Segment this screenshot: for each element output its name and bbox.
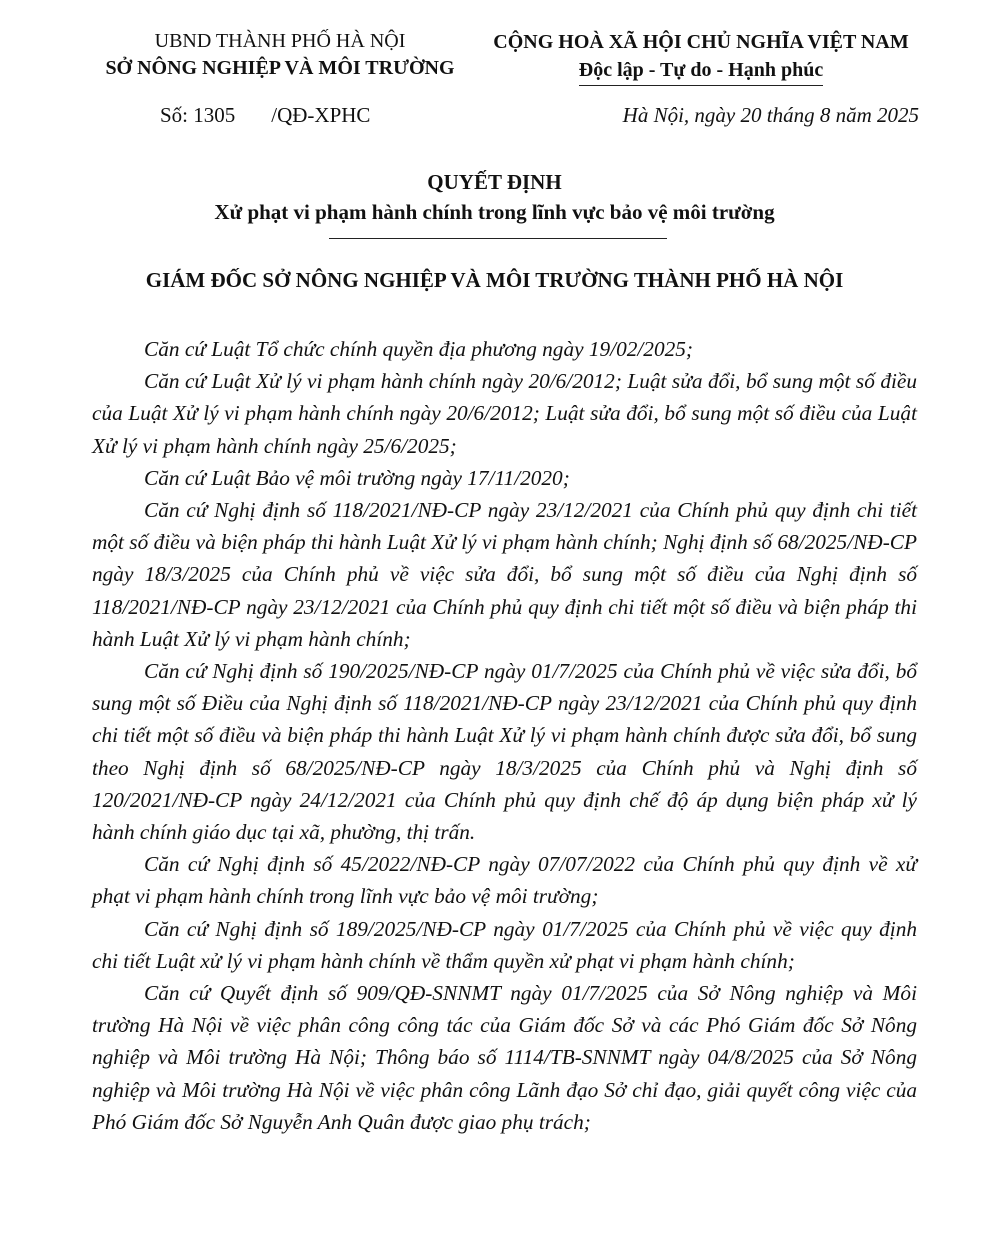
national-motto: Độc lập - Tự do - Hạnh phúc: [579, 56, 823, 86]
legal-basis-paragraph: Căn cứ Nghị định số 190/2025/NĐ-CP ngày 01/7/2025 của Chính phủ về việc sửa đổi, bổ sung một số Điều của Nghị định số 118/2021/NĐ-CP ngày 23/12/2021 của Chính phủ quy định chi tiết một số điều và biện pháp thi hành Luật Xử lý vi phạm hành chính được sửa đổi, bổ sung theo Nghị định số 68/2025/NĐ-CP ngày 18/3/2025 của Chính phủ và Nghị định số 120/2021/NĐ-CP ngày 24/12/2021 của Chính phủ quy định chế độ áp dụng biện pháp xử lý hành chính giáo dục tại xã, phường, thị trấn.: [92, 659, 917, 845]
national-title: CỘNG HOÀ XÃ HỘI CHỦ NGHĨA VIỆT NAM: [493, 31, 909, 53]
title-divider: [329, 238, 667, 239]
legal-basis-paragraph: Căn cứ Luật Bảo vệ môi trường ngày 17/11/2020;: [144, 465, 570, 490]
document-subtitle: Xử phạt vi phạm hành chính trong lĩnh vực bảo vệ môi trường: [214, 200, 775, 224]
legal-basis-paragraph: Căn cứ Luật Xử lý vi phạm hành chính ngày 20/6/2012; Luật sửa đổi, bổ sung một số điều của Luật Xử lý vi phạm hành chính ngày 20/6/2012; Luật sửa đổi, bổ sung một số điều của Luật Xử lý vi phạm hành chính ngày 25/6/2025;: [92, 369, 917, 458]
legal-basis-paragraph: Căn cứ Luật Tổ chức chính quyền địa phương ngày 19/02/2025;: [144, 337, 693, 361]
parent-agency: UBND THÀNH PHỐ HÀ NỘI: [154, 30, 406, 52]
legal-basis-paragraph: Căn cứ Nghị định số 189/2025/NĐ-CP ngày 01/7/2025 của Chính phủ về việc quy định chi tiết Luật xử lý vi phạm hành chính về thẩm quyền xử phạt vi phạm hành chính;: [92, 916, 917, 973]
issuing-authority: GIÁM ĐỐC SỞ NÔNG NGHIỆP VÀ MÔI TRƯỜNG THÀNH PHỐ HÀ NỘI: [145, 268, 844, 292]
legal-basis-section: [92, 333, 917, 1138]
legal-basis-paragraph: Căn cứ Nghị định số 45/2022/NĐ-CP ngày 07/07/2022 của Chính phủ quy định về xử phạt vi phạm hành chính trong lĩnh vực bảo vệ môi trường;: [92, 852, 917, 909]
place-and-date: Hà Nội, ngày 20 tháng 8 năm 2025: [622, 103, 919, 127]
document-number-prefix: Số: 1305: [160, 103, 236, 127]
document-title: QUYẾT ĐỊNH: [427, 170, 562, 194]
legal-basis-paragraph: Căn cứ Quyết định số 909/QĐ-SNNMT ngày 01/7/2025 của Sở Nông nghiệp và Môi trường Hà Nội về việc phân công công tác của Giám đốc Sở và các Phó Giám đốc Sở Nông nghiệp và Môi trường Hà Nội; Thông báo số 1114/TB-SNNMT ngày 04/8/2025 của Sở Nông nghiệp và Môi trường Hà Nội về việc phân công Lãnh đạo Sở chỉ đạo, giải quyết công việc của Phó Giám đốc Sở Nguyễn Anh Quân được giao phụ trách;: [92, 981, 917, 1134]
issuing-agency: SỞ NÔNG NGHIỆP VÀ MÔI TRƯỜNG: [105, 57, 455, 79]
document-number: [160, 103, 370, 128]
legal-basis-paragraph: Căn cứ Nghị định số 118/2021/NĐ-CP ngày 23/12/2021 của Chính phủ quy định chi tiết một số điều và biện pháp thi hành Luật Xử lý vi phạm hành chính; Nghị định số 68/2025/NĐ-CP ngày 18/3/2025 của Chính phủ về việc sửa đổi, bổ sung một số điều của Nghị định số 118/2021/NĐ-CP ngày 23/12/2021 của Chính phủ quy định chi tiết một số điều và biện pháp thi hành Luật Xử lý vi phạm hành chính;: [92, 498, 917, 651]
national-title-block: [470, 28, 932, 86]
document-number-suffix: /QĐ-XPHC: [271, 103, 371, 127]
issuing-agency-block: [70, 28, 490, 82]
